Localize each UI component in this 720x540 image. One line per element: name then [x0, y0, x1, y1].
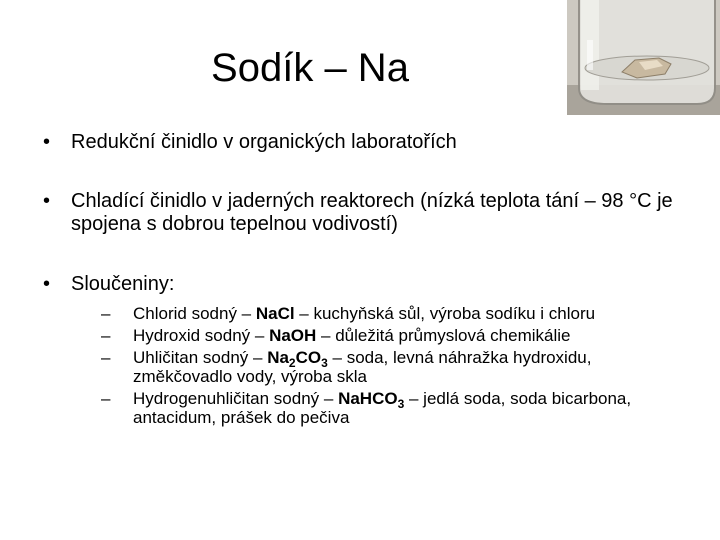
bullet-marker: • — [43, 190, 51, 212]
bullet-marker: • — [43, 273, 51, 295]
bullet-text: Redukční činidlo v organických laboratořích — [71, 131, 457, 153]
bullet-item — [43, 190, 693, 236]
dash-marker: – — [101, 389, 111, 408]
sub-item-na2co3 — [101, 348, 693, 386]
formula-subscript: 3 — [397, 397, 405, 411]
formula-part: CO — [295, 348, 322, 367]
sodium-beaker-photo — [567, 0, 720, 115]
compound-description: – důležitá průmyslová chemikálie — [316, 326, 571, 345]
formula-part: NaHCO — [338, 389, 398, 408]
sub-item-nacl — [101, 304, 693, 323]
formula-part: Na — [267, 348, 289, 367]
compound-description: – kuchyňská sůl, výroba sodíku i chloru — [294, 304, 596, 323]
compound-name: Uhličitan sodný – — [133, 348, 268, 367]
dash-marker: – — [101, 326, 111, 345]
bullet-text: Sloučeniny: — [71, 273, 175, 295]
formula: NaOH — [269, 326, 317, 345]
formula-subscript: 3 — [321, 356, 328, 370]
compound-name: Chlorid sodný – — [133, 304, 256, 323]
formula — [267, 348, 328, 370]
formula: NaCl — [255, 304, 295, 323]
compound-description: – soda, levná náhražka hydroxidu, změkčovadlo vody, výroba skla — [133, 348, 592, 386]
compound-name: Hydrogenuhličitan sodný – — [133, 389, 339, 408]
bullet-text: Chladící činidlo v jaderných reaktorech (nízká teplota tání – 98 °C je spojena s dobrou tepelnou vodivostí) — [71, 190, 673, 235]
beaker-image — [567, 0, 720, 115]
compounds-sublist — [71, 304, 693, 427]
dash-marker: – — [101, 348, 111, 367]
dash-marker: – — [101, 304, 111, 323]
bullet-item — [43, 273, 693, 427]
compound-description: – jedlá soda, soda bicarbona, antacidum, prášek do pečiva — [133, 389, 632, 427]
sub-item-nahco3 — [101, 389, 693, 427]
sub-item-naoh — [101, 326, 693, 345]
bullet-list — [43, 123, 693, 430]
formula-subscript: 2 — [288, 356, 296, 370]
bullet-marker: • — [43, 131, 51, 153]
formula — [338, 389, 405, 411]
bullet-item — [43, 131, 693, 154]
slide-title: Sodík – Na — [211, 46, 409, 90]
compound-name: Hydroxid sodný – — [133, 326, 270, 345]
